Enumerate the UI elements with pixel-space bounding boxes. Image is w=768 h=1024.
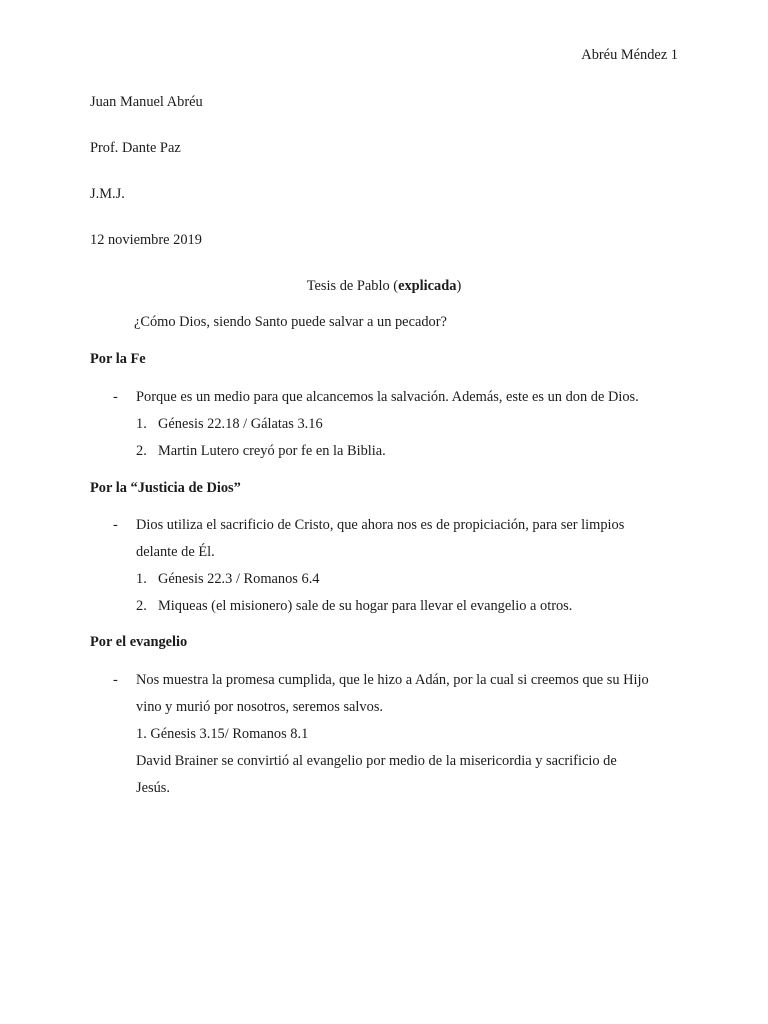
document-title (0, 279, 768, 293)
bullet-text-line: vino y murió por nosotros, seremos salvos. (136, 699, 384, 715)
bullet-text-line: delante de Él. (136, 544, 215, 560)
title-bold: explicada (398, 278, 457, 294)
professor-name: Prof. Dante Paz (90, 140, 181, 156)
list-item-text: Miqueas (el misionero) sale de su hogar para llevar el evangelio a otros. (158, 598, 573, 614)
thesis-question: ¿Cómo Dios, siendo Santo puede salvar a un pecador? (134, 314, 447, 330)
list-item-text: Martin Lutero creyó por fe en la Biblia. (158, 443, 386, 459)
list-item-number: 2. (136, 598, 147, 614)
list-item-number: 2. (136, 443, 147, 459)
bullet-text-line: Nos muestra la promesa cumplida, que le hizo a Adán, por la cual si creemos que su Hijo (136, 672, 649, 688)
list-item-text: Génesis 22.18 / Gálatas 3.16 (158, 416, 323, 432)
example-text-line: David Brainer se convirtió al evangelio por medio de la misericordia y sacrificio de (136, 753, 617, 769)
bullet-text: Porque es un medio para que alcancemos la salvación. Además, este es un don de Dios. (136, 389, 639, 405)
bullet-dash: - (113, 517, 118, 533)
list-item-text: Génesis 22.3 / Romanos 6.4 (158, 571, 320, 587)
title-suffix: ) (456, 278, 462, 294)
author-name: Juan Manuel Abréu (90, 94, 203, 110)
section-heading-fe: Por la Fe (90, 351, 146, 367)
example-text-line: Jesús. (136, 780, 170, 796)
bullet-dash: - (113, 672, 118, 688)
document-date: 12 noviembre 2019 (90, 232, 202, 248)
running-head: Abréu Méndez 1 (581, 47, 678, 63)
reference-line: 1. Génesis 3.15/ Romanos 8.1 (136, 726, 309, 742)
bullet-text-line: Dios utiliza el sacrificio de Cristo, que ahora nos es de propiciación, para ser limpios (136, 517, 625, 533)
bullet-dash: - (113, 389, 118, 405)
list-item-number: 1. (136, 571, 147, 587)
list-item-number: 1. (136, 416, 147, 432)
section-heading-evangelio: Por el evangelio (90, 634, 188, 650)
section-heading-justicia: Por la “Justicia de Dios” (90, 480, 241, 496)
title-prefix: Tesis de Pablo ( (306, 278, 399, 294)
course-name: J.M.J. (90, 186, 125, 202)
